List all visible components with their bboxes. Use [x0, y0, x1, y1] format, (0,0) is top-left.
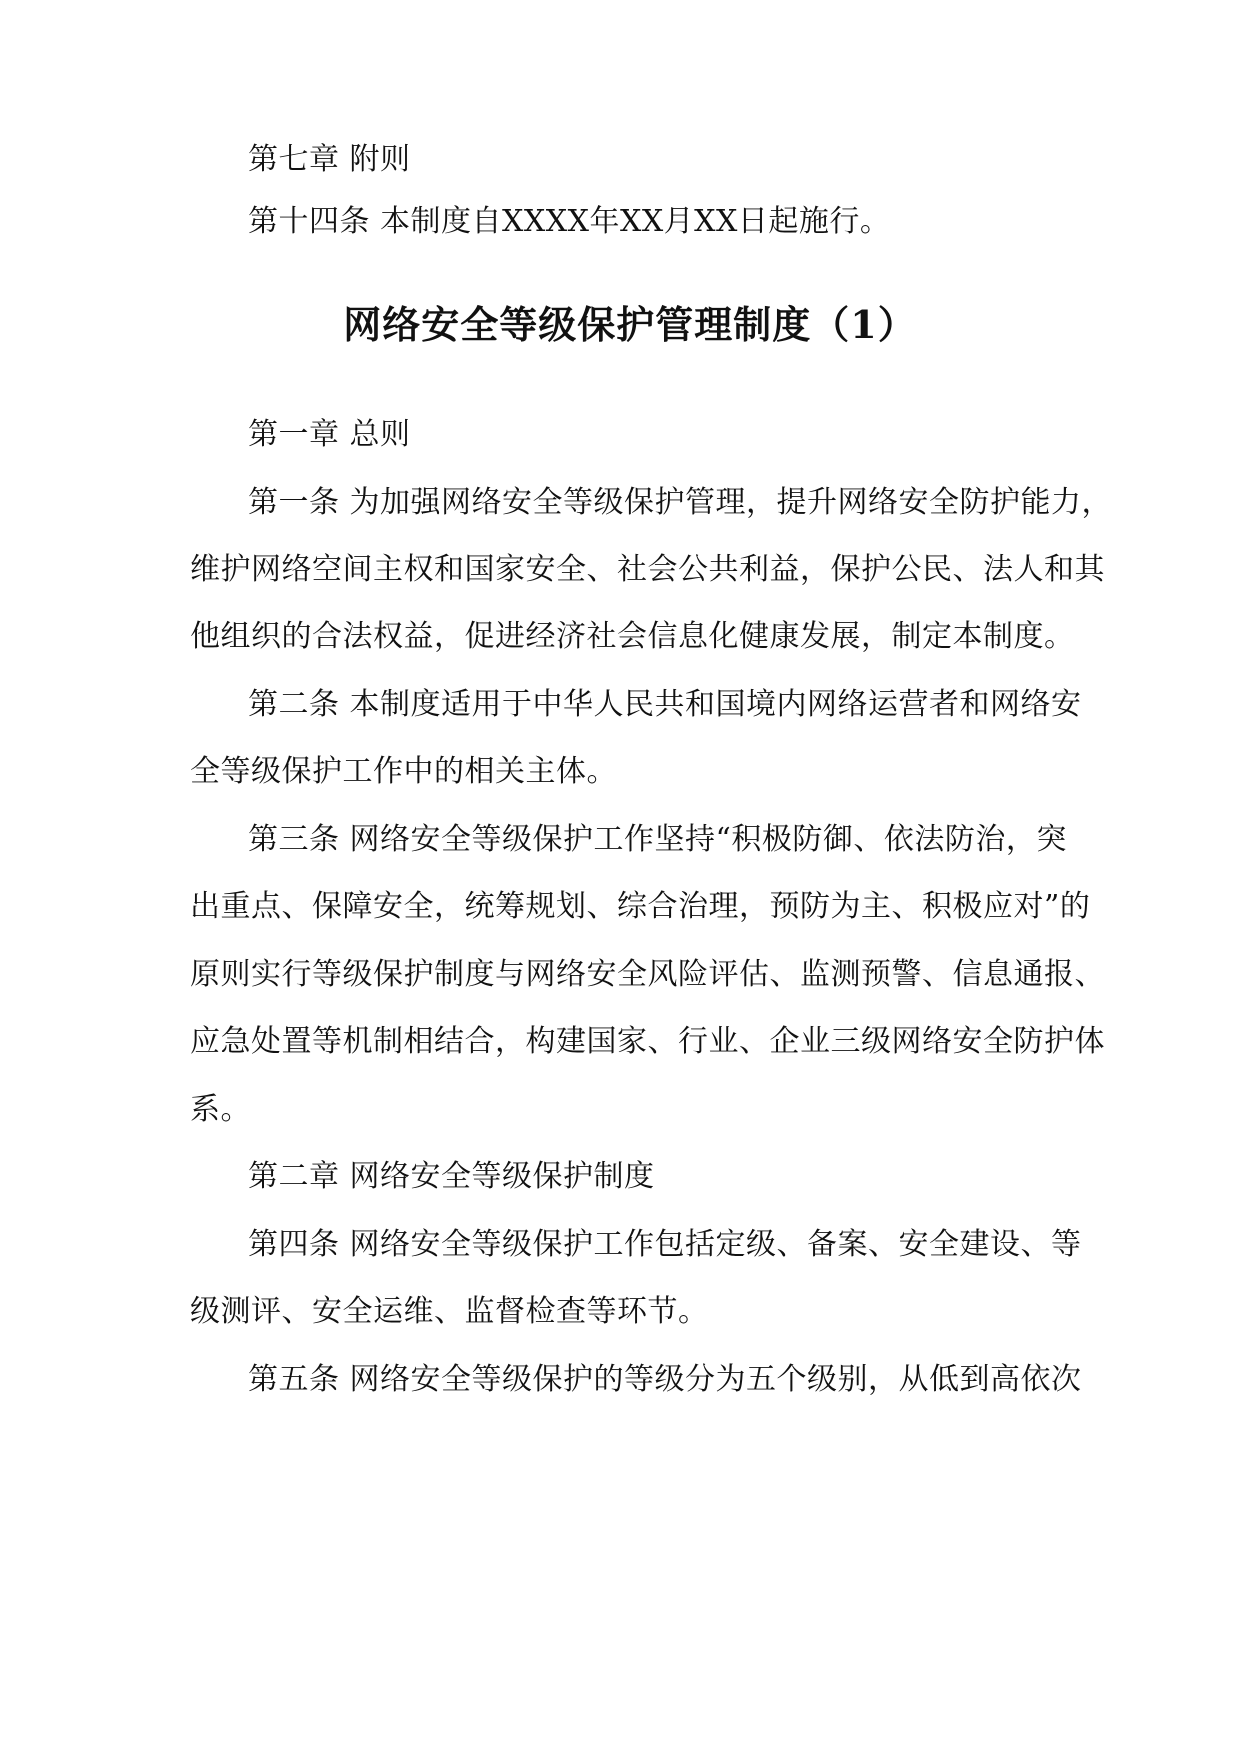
article-1-line-3: 他组织的合法权益，促进经济社会信息化健康发展，制定本制度。 [190, 619, 1075, 654]
article-3-line-5: 系。 [190, 1092, 251, 1127]
article-3-line-2: 出重点、保障安全，统筹规划、综合治理，预防为主、积极应对”的 [190, 889, 1091, 924]
chapter-7-heading: 第七章 附则 [248, 142, 411, 177]
article-3-line-1: 第三条 网络安全等级保护工作坚持“积极防御、依法防治，突 [248, 822, 1067, 857]
article-2-line-2: 全等级保护工作中的相关主体。 [190, 754, 617, 789]
chapter-2-heading: 第二章 网络安全等级保护制度 [248, 1159, 655, 1194]
article-3-line-3: 原则实行等级保护制度与网络安全风险评估、监测预警、信息通报、 [190, 957, 1105, 992]
article-3-line-4: 应急处置等机制相结合，构建国家、行业、企业三级网络安全防护体 [190, 1024, 1105, 1059]
article-14: 第十四条 本制度自XXXX年XX月XX日起施行。 [248, 204, 891, 239]
article-4-line-2: 级测评、安全运维、监督检查等环节。 [190, 1294, 709, 1329]
chapter-1-heading: 第一章 总则 [248, 417, 411, 452]
document-title: 网络安全等级保护管理制度（1） [343, 302, 917, 347]
article-2-line-1: 第二条 本制度适用于中华人民共和国境内网络运营者和网络安 [248, 687, 1082, 722]
article-1-line-1: 第一条 为加强网络安全等级保护管理，提升网络安全防护能力， [248, 485, 1113, 520]
article-5-line-1: 第五条 网络安全等级保护的等级分为五个级别，从低到高依次 [248, 1362, 1082, 1397]
article-1-line-2: 维护网络空间主权和国家安全、社会公共利益，保护公民、法人和其 [190, 552, 1105, 587]
article-4-line-1: 第四条 网络安全等级保护工作包括定级、备案、安全建设、等 [248, 1227, 1082, 1262]
